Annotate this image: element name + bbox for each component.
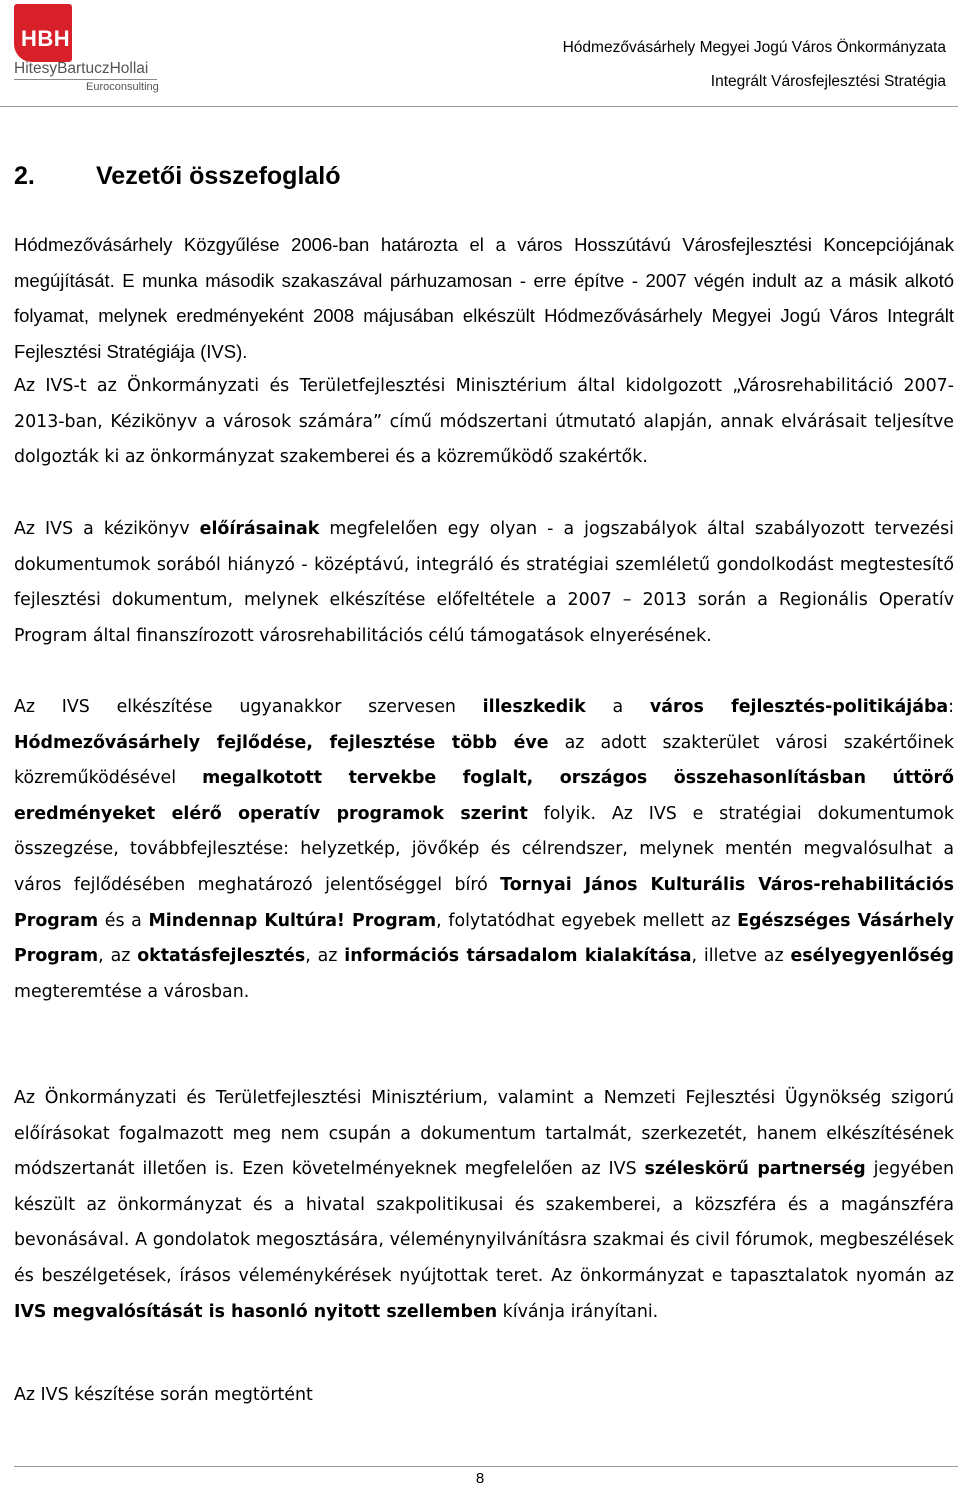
page-header <box>0 0 960 108</box>
paragraph-1-text: Hódmezővásárhely Közgyűlése 2006-ban határozta el a város Hosszútávú Városfejlesztési Koncepciójának megújítását. E munka második szakaszával párhuzamosan - erre építve - 2007 végén indult az a másik alkotó folyamat, melynek eredményeként 2008 májusában elkészült Hódmezővásárhely Megyei Jogú Város Integrált Fejlesztési Stratégiája (IVS). <box>14 234 954 362</box>
page-number: 8 <box>475 1470 485 1487</box>
paragraph-1 <box>14 227 954 369</box>
paragraph-4-bold: Tornyai János Kulturális Város-rehabilitációs Program <box>14 874 954 931</box>
logo-company-name: HitesyBartuczHollai <box>14 60 149 77</box>
paragraph-4 <box>14 690 954 1010</box>
logo-abbreviation: HBH <box>21 26 71 51</box>
paragraph-4-text: , folytatódhat egyebek mellett az <box>436 910 738 931</box>
paragraph-4-text: folyik. Az IVS e stratégiai dokumentumok összegzése, továbbfejlesztése: helyzetkép, jövőkép és célrendszer, melynek mentén megvalósulhat a város fejlődésében meghatározó jelentőséggel bíró <box>14 803 954 895</box>
paragraph-5 <box>14 1081 954 1330</box>
paragraph-6-text: Az IVS készítése során megtörtént <box>14 1385 313 1405</box>
paragraph-2-text: Az IVS-t az Önkormányzati és Területfejlesztési Minisztérium által kidolgozott „Városrehabilitáció 2007-2013-ban, Kézikönyv a városok számára” című módszertani útmutató alapján, annak elvárásait teljesítve dolgozták ki az önkormányzat szakemberei és a közreműködő szakértők. <box>14 376 954 468</box>
paragraph-4-bold: információs társadalom kialakítása <box>344 946 692 967</box>
header-rule <box>0 106 958 107</box>
header-organization: Hódmezővásárhely Megyei Jogú Város Önkormányzata <box>562 39 946 56</box>
logo-subtitle: Euroconsulting <box>86 81 159 93</box>
paragraph-6 <box>14 1378 954 1414</box>
paragraph-4-bold: megalkotott tervekbe foglalt, országos összehasonlításban úttörő eredményeket elérő operatív programok szerint <box>14 768 955 824</box>
paragraph-5-bold: IVS megvalósítását is hasonló nyitott szellemben <box>14 1301 498 1322</box>
paragraph-4-bold: illeszkedik <box>482 697 586 717</box>
logo-red-square <box>14 4 72 62</box>
section-heading <box>14 162 341 191</box>
paragraph-4-bold: esélyegyenlőség <box>790 946 954 967</box>
paragraph-4-text: : <box>948 697 954 717</box>
paragraph-4-text: megteremtése a városban. <box>14 981 250 1002</box>
paragraph-3-text: megfelelően egy olyan - a jogszabályok által szabályozott tervezési dokumentumok sorából hiányzó - középtávú, integráló és stratégiai szemléletű gondolkodást megtestesítő fejlesztési dokumentum, melynek elkészítése előfeltétele a 2007 – 2013 során a Regionális Operatív Program által finanszírozott városrehabilitációs célú támogatások elnyerésének. <box>14 519 954 646</box>
paragraph-4-text: és a <box>98 910 149 931</box>
footer-rule <box>14 1466 958 1467</box>
paragraph-3 <box>14 512 954 654</box>
paragraph-4-text: , az <box>98 946 138 967</box>
paragraph-3-bold: előírásainak <box>199 519 320 539</box>
paragraph-4-bold: Mindennap Kultúra! Program <box>148 910 437 931</box>
paragraph-4-text: , az <box>305 946 345 967</box>
paragraph-4-text: Az IVS elkészítése ugyanakkor szervesen <box>14 697 483 717</box>
paragraph-4-bold: Egészséges Vásárhely Program <box>14 910 954 967</box>
paragraph-4-text: , illetve az <box>691 946 791 967</box>
paragraph-4-text: a <box>585 697 650 717</box>
header-document-title: Integrált Városfejlesztési Stratégia <box>710 73 946 90</box>
paragraph-3-text: Az IVS a kézikönyv <box>14 519 200 539</box>
paragraph-4-bold: Hódmezővásárhely fejlődése, fejlesztése több éve <box>14 732 549 753</box>
paragraph-5-text: Az Önkormányzati és Területfejlesztési Minisztérium, valamint a Nemzeti Fejlesztési Ügynökség szigorú előírásokat fogalmazott meg nem csupán a dokumentum tartalmát, szerkezetét, hanem elkészítésének módszertanát illetően is. Ezen követelményeknek megfelelően az IVS <box>14 1088 954 1180</box>
paragraph-5-bold: széleskörű partnerség <box>644 1159 866 1180</box>
paragraph-4-bold: város fejlesztés-politikájába <box>649 697 949 717</box>
paragraph-2 <box>14 369 954 476</box>
logo-divider <box>14 79 157 80</box>
paragraph-5-text: jegyében készült az önkormányzat és a hivatal szakpolitikusai és szakemberei, a közszféra és a magánszféra bevonásával. A gondolatok megosztására, véleménynyilvánításra szakmai és civil fórumok, megbeszélések és beszélgetések, írásos véleménykérések nyújtottak teret. Az önkormányzat e tapasztalatok nyomán az <box>14 1159 954 1286</box>
section-number: 2. <box>14 162 35 190</box>
hbh-logo <box>12 4 162 94</box>
section-title: Vezetői összefoglaló <box>96 162 341 190</box>
paragraph-4-bold: oktatásfejlesztés <box>137 946 306 967</box>
paragraph-5-text: kívánja irányítani. <box>497 1301 659 1322</box>
paragraph-4-text: az adott szakterület városi szakértőinek közreműködésével <box>14 732 954 789</box>
